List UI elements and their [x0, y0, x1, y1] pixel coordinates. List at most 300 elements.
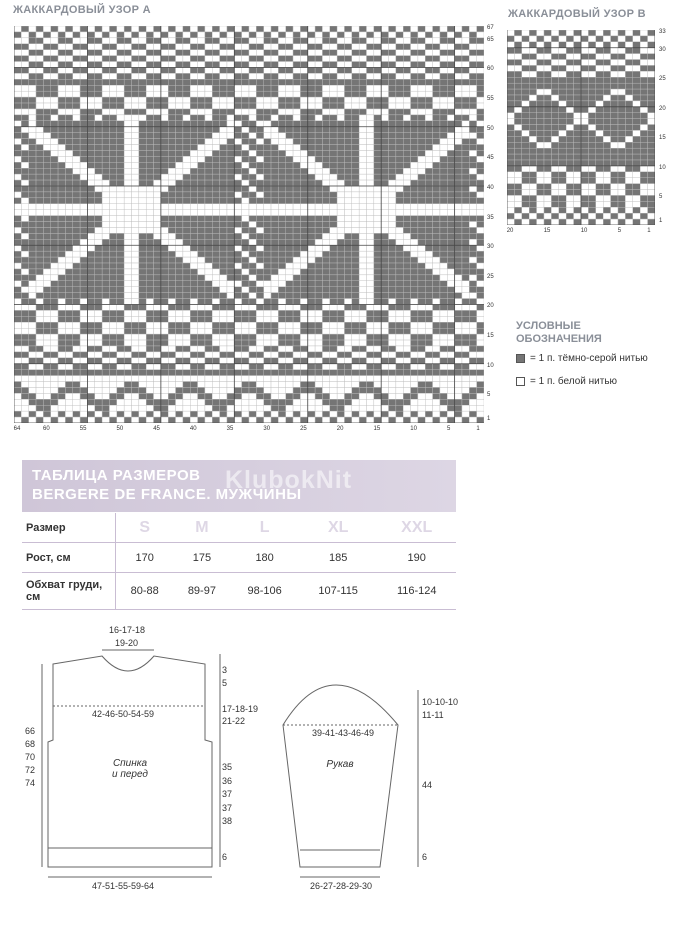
chart-cell: [440, 198, 447, 204]
chart-cell: [242, 79, 249, 85]
chart-cell: [588, 101, 595, 107]
chart-cell: [308, 204, 315, 210]
chart-cell: [286, 269, 293, 275]
chart-cell: [51, 364, 58, 370]
chart-cell: [278, 145, 285, 151]
chart-cell: [227, 352, 234, 358]
chart-cell: [65, 263, 72, 269]
chart-cell: [256, 299, 263, 305]
chart-cell: [344, 109, 351, 115]
chart-cell: [389, 67, 396, 73]
chart-cell: [117, 364, 124, 370]
chart-cell: [256, 245, 263, 251]
chart-cell: [29, 245, 36, 251]
chart-cell: [249, 103, 256, 109]
chart-cell: [117, 287, 124, 293]
chart-cell: [14, 67, 21, 73]
chart-cell: [43, 417, 50, 423]
chart-cell: [109, 393, 116, 399]
chart-cell: [102, 364, 109, 370]
axis-tick-label: 1: [476, 426, 480, 432]
chart-cell: [80, 364, 87, 370]
chart-cell: [183, 387, 190, 393]
chart-cell: [455, 198, 462, 204]
chart-cell: [389, 393, 396, 399]
chart-cell: [139, 121, 146, 127]
chart-cell: [293, 50, 300, 56]
chart-cell: [381, 168, 388, 174]
chart-cell: [581, 113, 588, 119]
chart-cell: [73, 62, 80, 68]
chart-cell: [102, 109, 109, 115]
chart-cell: [95, 334, 102, 340]
chart-cell: [146, 198, 153, 204]
chart-cell: [418, 417, 425, 423]
chart-cell: [618, 89, 625, 95]
chart-cell: [462, 304, 469, 310]
chart-cell: [264, 352, 271, 358]
chart-cell: [249, 139, 256, 145]
chart-cell: [242, 162, 249, 168]
chart-cell: [566, 201, 573, 207]
chart-cell: [359, 239, 366, 245]
chart-cell: [396, 38, 403, 44]
chart-cell: [29, 38, 36, 44]
chart-cell: [581, 36, 588, 42]
chart-cell: [418, 405, 425, 411]
chart-cell: [21, 340, 28, 346]
chart-cell: [168, 263, 175, 269]
chart-cell: [73, 358, 80, 364]
chart-cell: [477, 417, 484, 423]
chart-cell: [212, 287, 219, 293]
chart-cell: [507, 195, 514, 201]
chart-cell: [462, 310, 469, 316]
chart-cell: [14, 399, 21, 405]
chart-cell: [132, 133, 139, 139]
chart-cell: [344, 145, 351, 151]
chart-cell: [102, 370, 109, 376]
chart-cell: [300, 417, 307, 423]
chart-cell: [51, 310, 58, 316]
chart-cell: [29, 50, 36, 56]
chart-cell: [132, 358, 139, 364]
chart-cell: [374, 162, 381, 168]
chart-cell: [65, 358, 72, 364]
chart-cell: [529, 77, 536, 83]
chart-cell: [234, 32, 241, 38]
chart-cell: [146, 174, 153, 180]
chart-cell: [95, 198, 102, 204]
chart-cell: [65, 227, 72, 233]
chart-cell: [51, 358, 58, 364]
chart-cell: [381, 222, 388, 228]
chart-cell: [588, 160, 595, 166]
chart-cell: [581, 148, 588, 154]
chart-cell: [396, 44, 403, 50]
chart-cell: [176, 103, 183, 109]
chart-cell: [242, 150, 249, 156]
chart-cell: [507, 119, 514, 125]
chart-cell: [514, 184, 521, 190]
chart-cell: [522, 36, 529, 42]
chart-cell: [440, 44, 447, 50]
chart-cell: [80, 44, 87, 50]
chart-cell: [58, 411, 65, 417]
chart-cell: [611, 201, 618, 207]
chart-cell: [611, 48, 618, 54]
chart-cell: [87, 91, 94, 97]
chart-cell: [447, 411, 454, 417]
chart-cell: [80, 310, 87, 316]
chart-cell: [352, 222, 359, 228]
chart-cell: [87, 186, 94, 192]
chart-cell: [51, 168, 58, 174]
chart-cell: [234, 387, 241, 393]
chart-cell: [367, 91, 374, 97]
chart-cell: [161, 168, 168, 174]
chart-cell: [176, 239, 183, 245]
chart-cell: [117, 62, 124, 68]
chart-cell: [139, 174, 146, 180]
chart-cell: [286, 382, 293, 388]
chart-cell: [212, 145, 219, 151]
chart-cell: [337, 139, 344, 145]
chart-cell: [168, 62, 175, 68]
chart-cell: [381, 411, 388, 417]
chart-cell: [381, 133, 388, 139]
chart-cell: [522, 119, 529, 125]
chart-cell: [618, 172, 625, 178]
chart-cell: [124, 227, 131, 233]
chart-cell: [102, 115, 109, 121]
chart-cell: [367, 393, 374, 399]
chart-cell: [625, 201, 632, 207]
chart-cell: [403, 263, 410, 269]
chart-cell: [433, 411, 440, 417]
chart-cell: [190, 162, 197, 168]
chart-cell: [574, 30, 581, 36]
chart-cell: [418, 233, 425, 239]
chart-cell: [596, 107, 603, 113]
chart-cell: [58, 316, 65, 322]
chart-cell: [381, 239, 388, 245]
chart-cell: [300, 139, 307, 145]
chart-cell: [176, 293, 183, 299]
chart-cell: [109, 109, 116, 115]
chart-cell: [411, 251, 418, 257]
chart-cell: [161, 44, 168, 50]
chart-cell: [271, 393, 278, 399]
chart-cell: [36, 156, 43, 162]
chart-cell: [381, 150, 388, 156]
chart-cell: [220, 186, 227, 192]
chart-cell: [367, 210, 374, 216]
chart-cell: [73, 156, 80, 162]
chart-cell: [43, 364, 50, 370]
chart-cell: [344, 62, 351, 68]
chart-cell: [205, 411, 212, 417]
chart-cell: [124, 162, 131, 168]
chart-cell: [205, 399, 212, 405]
chart-cell: [132, 145, 139, 151]
chart-cell: [455, 376, 462, 382]
chart-cell: [440, 304, 447, 310]
chart-cell: [14, 405, 21, 411]
chart-cell: [87, 399, 94, 405]
chart-cell: [87, 133, 94, 139]
chart-cell: [440, 186, 447, 192]
chart-cell: [190, 210, 197, 216]
chart-cell: [198, 316, 205, 322]
chart-cell: [109, 210, 116, 216]
chart-cell: [544, 172, 551, 178]
chart-cell: [337, 405, 344, 411]
chart-cell: [544, 95, 551, 101]
chart-cell: [396, 145, 403, 151]
chart-cell: [625, 125, 632, 131]
chart-cell: [433, 168, 440, 174]
chart-cell: [198, 233, 205, 239]
chart-cell: [588, 65, 595, 71]
chart-cell: [183, 352, 190, 358]
chart-cell: [242, 97, 249, 103]
chart-cell: [433, 139, 440, 145]
chart-cell: [551, 219, 558, 225]
chart-cell: [183, 139, 190, 145]
chart-cell: [212, 44, 219, 50]
chart-cell: [176, 387, 183, 393]
chart-cell: [161, 32, 168, 38]
chart-cell: [190, 417, 197, 423]
chart-cell: [183, 405, 190, 411]
chart-cell: [618, 190, 625, 196]
chart-cell: [352, 376, 359, 382]
chart-cell: [425, 127, 432, 133]
chart-cell: [293, 293, 300, 299]
chart-cell: [220, 328, 227, 334]
chart-cell: [462, 417, 469, 423]
chart-cell: [146, 32, 153, 38]
chart-cell: [132, 376, 139, 382]
chart-cell: [596, 201, 603, 207]
chart-cell: [322, 405, 329, 411]
chart-cell: [381, 352, 388, 358]
chart-cell: [36, 150, 43, 156]
chart-cell: [132, 186, 139, 192]
chart-cell: [242, 186, 249, 192]
chart-cell: [58, 150, 65, 156]
chart-cell: [271, 293, 278, 299]
chart-cell: [176, 44, 183, 50]
chart-cell: [132, 73, 139, 79]
chart-cell: [146, 109, 153, 115]
chart-cell: [440, 257, 447, 263]
chart-cell: [161, 127, 168, 133]
chart-cell: [359, 97, 366, 103]
chart-cell: [36, 387, 43, 393]
chart-cell: [242, 198, 249, 204]
chart-cell: [256, 322, 263, 328]
chart-cell: [249, 399, 256, 405]
chart-cell: [102, 411, 109, 417]
chart-cell: [176, 352, 183, 358]
chart-cell: [596, 207, 603, 213]
chart-cell: [146, 180, 153, 186]
chart-cell: [43, 115, 50, 121]
chart-cell: [21, 91, 28, 97]
chart-cell: [440, 192, 447, 198]
chart-cell: [198, 198, 205, 204]
chart-cell: [455, 387, 462, 393]
chart-cell: [256, 287, 263, 293]
chart-cell: [308, 180, 315, 186]
chart-cell: [403, 245, 410, 251]
chart-cell: [396, 109, 403, 115]
chart-cell: [168, 127, 175, 133]
chart-cell: [183, 204, 190, 210]
chart-cell: [559, 36, 566, 42]
chart-cell: [139, 180, 146, 186]
chart-cell: [234, 115, 241, 121]
chart-cell: [359, 227, 366, 233]
chart-cell: [322, 227, 329, 233]
chart-cell: [566, 172, 573, 178]
chart-cell: [176, 245, 183, 251]
chart-cell: [124, 346, 131, 352]
chart-cell: [87, 222, 94, 228]
chart-cell: [227, 67, 234, 73]
chart-cell: [596, 184, 603, 190]
chart-cell: [220, 245, 227, 251]
chart-cell: [212, 387, 219, 393]
chart-cell: [29, 263, 36, 269]
chart-cell: [183, 257, 190, 263]
chart-cell: [212, 216, 219, 222]
chart-cell: [359, 328, 366, 334]
chart-cell: [559, 178, 566, 184]
chart-cell: [124, 91, 131, 97]
chart-cell: [161, 67, 168, 73]
chart-cell: [43, 340, 50, 346]
chart-cell: [286, 109, 293, 115]
chart-cell: [293, 304, 300, 310]
chart-cell: [168, 168, 175, 174]
chart-cell: [286, 393, 293, 399]
chart-cell: [14, 186, 21, 192]
chart-cell: [278, 222, 285, 228]
chart-cell: [146, 79, 153, 85]
chart-cell: [381, 399, 388, 405]
chart-cell: [205, 127, 212, 133]
chart-cell: [242, 115, 249, 121]
chart-cell: [271, 103, 278, 109]
chart-cell: [418, 180, 425, 186]
chart-cell: [117, 299, 124, 305]
chart-cell: [618, 113, 625, 119]
chart-cell: [389, 44, 396, 50]
chart-cell: [227, 328, 234, 334]
chart-cell: [286, 85, 293, 91]
chart-cell: [117, 79, 124, 85]
chart-cell: [117, 251, 124, 257]
chart-cell: [132, 310, 139, 316]
chart-cell: [389, 216, 396, 222]
chart-cell: [425, 281, 432, 287]
chart-cell: [447, 233, 454, 239]
chart-cell: [176, 162, 183, 168]
chart-cell: [73, 287, 80, 293]
chart-cell: [367, 275, 374, 281]
chart-cell: [51, 62, 58, 68]
chart-cell: [205, 334, 212, 340]
chart-cell: [396, 73, 403, 79]
chart-cell: [154, 376, 161, 382]
chart-cell: [242, 281, 249, 287]
chart-cell: [337, 91, 344, 97]
chart-cell: [87, 263, 94, 269]
chart-cell: [73, 32, 80, 38]
chart-cell: [234, 204, 241, 210]
chart-cell: [205, 281, 212, 287]
chart-cell: [264, 56, 271, 62]
chart-cell: [132, 257, 139, 263]
chart-cell: [154, 411, 161, 417]
chart-cell: [469, 192, 476, 198]
chart-cell: [249, 340, 256, 346]
chart-cell: [234, 399, 241, 405]
chart-cell: [21, 299, 28, 305]
chart-cell: [581, 136, 588, 142]
chart-cell: [264, 44, 271, 50]
chart-cell: [411, 127, 418, 133]
chart-cell: [300, 316, 307, 322]
chart-cell: [102, 346, 109, 352]
chart-cell: [212, 26, 219, 32]
chart-cell: [139, 97, 146, 103]
chart-cell: [36, 411, 43, 417]
chart-cell: [640, 195, 647, 201]
chart-cell: [234, 168, 241, 174]
chart-cell: [168, 115, 175, 121]
chart-cell: [337, 239, 344, 245]
chart-cell: [212, 233, 219, 239]
chart-cell: [344, 156, 351, 162]
chart-cell: [264, 239, 271, 245]
chart-cell: [544, 48, 551, 54]
chart-cell: [190, 32, 197, 38]
chart-cell: [337, 233, 344, 239]
chart-cell: [14, 257, 21, 263]
chart-cell: [359, 334, 366, 340]
chart-cell: [14, 287, 21, 293]
chart-cell: [264, 133, 271, 139]
chart-cell: [154, 198, 161, 204]
chart-cell: [315, 222, 322, 228]
chart-cell: [212, 85, 219, 91]
chart-cell: [264, 85, 271, 91]
chart-cell: [625, 71, 632, 77]
chart-cell: [566, 107, 573, 113]
chart-cell: [507, 107, 514, 113]
chart-cell: [411, 85, 418, 91]
chart-cell: [264, 393, 271, 399]
chart-cell: [322, 121, 329, 127]
chart-cell: [80, 192, 87, 198]
chart-cell: [73, 204, 80, 210]
chart-cell: [581, 71, 588, 77]
chart-cell: [625, 107, 632, 113]
